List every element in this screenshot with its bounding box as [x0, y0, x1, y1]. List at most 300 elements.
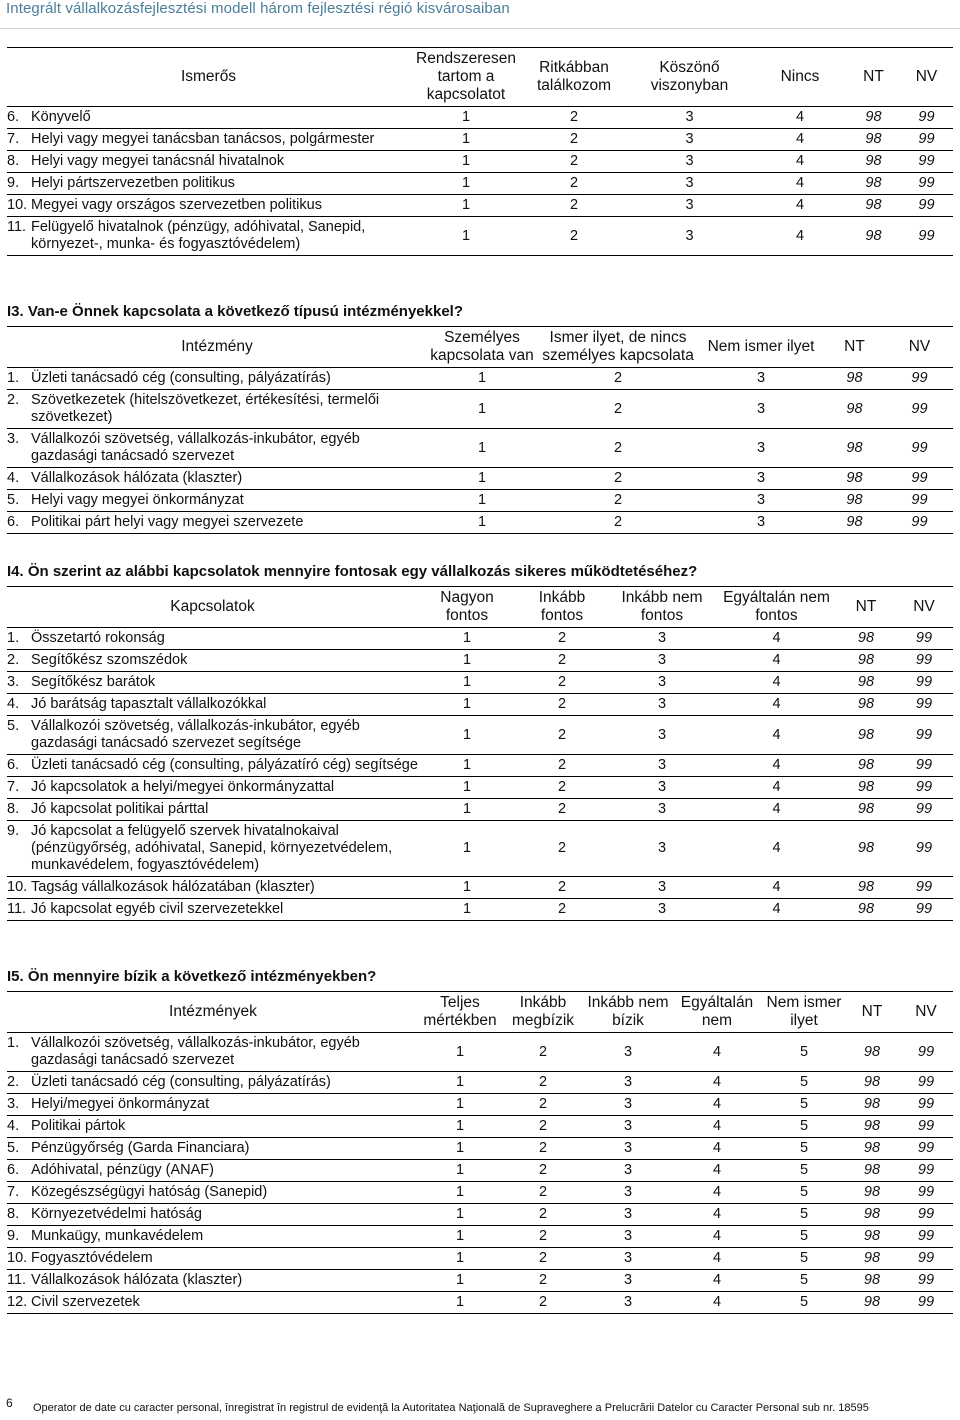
row-label — [7, 429, 427, 468]
table-row — [7, 1292, 953, 1314]
answer-code[interactable]: 4 — [671, 1094, 763, 1116]
row-label-text: Adóhivatal, pénzügy (ANAF) — [31, 1162, 214, 1178]
row-label-text: Helyi vagy megyei tanácsban tanácsos, polgármester — [31, 131, 375, 147]
answer-code[interactable]: 98 — [845, 1033, 899, 1072]
answer-code[interactable]: 1 — [418, 755, 516, 777]
table-row — [7, 468, 953, 490]
answer-code[interactable]: 3 — [585, 1160, 671, 1182]
answer-code[interactable]: 3 — [608, 821, 716, 877]
row-label — [7, 151, 410, 173]
column-header: NV — [895, 587, 953, 628]
answer-code[interactable]: 98 — [837, 821, 895, 877]
answer-code[interactable]: 2 — [516, 650, 608, 672]
answer-code[interactable]: 2 — [516, 694, 608, 716]
answer-code[interactable]: 99 — [895, 799, 953, 821]
answer-code[interactable]: 2 — [522, 173, 626, 195]
answer-code[interactable]: 3 — [626, 173, 753, 195]
answer-code[interactable]: 2 — [516, 799, 608, 821]
answer-code[interactable]: 3 — [585, 1033, 671, 1072]
table-row — [7, 672, 953, 694]
answer-code[interactable]: 4 — [671, 1160, 763, 1182]
answer-code[interactable]: 1 — [419, 1116, 501, 1138]
row-number: 2. — [7, 392, 20, 408]
answer-code[interactable]: 2 — [501, 1160, 585, 1182]
question-title: I3. Van-e Önnek kapcsolata a következő típusú intézményekkel? — [7, 303, 464, 320]
answer-code[interactable]: 2 — [537, 468, 699, 490]
answer-code[interactable]: 3 — [608, 877, 716, 899]
section-i5 — [7, 968, 953, 1314]
answer-code[interactable]: 3 — [626, 151, 753, 173]
answer-code[interactable]: 2 — [501, 1204, 585, 1226]
table-row — [7, 151, 953, 173]
answer-code[interactable]: 3 — [608, 628, 716, 650]
answer-code[interactable]: 1 — [418, 628, 516, 650]
answer-code[interactable]: 3 — [608, 755, 716, 777]
answer-code[interactable]: 98 — [837, 672, 895, 694]
row-number: 4. — [7, 470, 20, 486]
answer-code[interactable]: 99 — [886, 512, 953, 534]
answer-code[interactable]: 1 — [418, 799, 516, 821]
answer-code[interactable]: 3 — [608, 650, 716, 672]
answer-code[interactable]: 2 — [522, 195, 626, 217]
answer-code[interactable]: 99 — [899, 1182, 953, 1204]
answer-code[interactable]: 4 — [716, 799, 837, 821]
answer-code[interactable]: 99 — [886, 429, 953, 468]
answer-code[interactable]: 2 — [522, 217, 626, 256]
row-label-text: Jó kapcsolat egyéb civil szervezetekkel — [31, 901, 284, 917]
row-label — [7, 1204, 419, 1226]
row-number: 11. — [7, 901, 27, 917]
row-number: 11. — [7, 219, 27, 235]
answer-code[interactable]: 1 — [419, 1072, 501, 1094]
answer-code[interactable]: 2 — [516, 716, 608, 755]
answer-code[interactable]: 4 — [753, 173, 847, 195]
answer-code[interactable]: 2 — [501, 1248, 585, 1270]
answer-code[interactable]: 1 — [418, 716, 516, 755]
answer-code[interactable]: 99 — [895, 694, 953, 716]
answer-code[interactable]: 98 — [837, 777, 895, 799]
answer-code[interactable]: 3 — [608, 777, 716, 799]
answer-code[interactable]: 4 — [671, 1248, 763, 1270]
row-label — [7, 468, 427, 490]
answer-code[interactable]: 99 — [895, 877, 953, 899]
row-label-text: Vállalkozói szövetség, vállalkozás-inkubátor, egyéb gazdasági tanácsadó szervezet — [31, 1035, 360, 1068]
answer-code[interactable]: 5 — [763, 1072, 845, 1094]
answer-code[interactable]: 4 — [753, 129, 847, 151]
answer-code[interactable]: 99 — [900, 195, 953, 217]
table-row — [7, 628, 953, 650]
row-number: 8. — [7, 1206, 20, 1222]
column-header: Inkább nem fontos — [608, 587, 716, 628]
answer-code[interactable]: 3 — [699, 512, 823, 534]
answer-code[interactable]: 98 — [845, 1248, 899, 1270]
answer-code[interactable]: 1 — [427, 512, 537, 534]
section-contacts-continued — [7, 47, 953, 256]
answer-code[interactable]: 98 — [845, 1292, 899, 1314]
answer-code[interactable]: 98 — [845, 1072, 899, 1094]
answer-code[interactable]: 1 — [418, 650, 516, 672]
row-label — [7, 217, 410, 256]
table-row — [7, 1226, 953, 1248]
answer-code[interactable]: 4 — [671, 1270, 763, 1292]
answer-code[interactable]: 4 — [716, 650, 837, 672]
answer-code[interactable]: 3 — [585, 1094, 671, 1116]
answer-code[interactable]: 2 — [516, 877, 608, 899]
column-header: NV — [886, 327, 953, 368]
answer-code[interactable]: 98 — [837, 755, 895, 777]
answer-code[interactable]: 3 — [608, 899, 716, 921]
answer-code[interactable]: 3 — [585, 1226, 671, 1248]
answer-code[interactable]: 98 — [837, 628, 895, 650]
answer-code[interactable]: 4 — [716, 672, 837, 694]
answer-code[interactable]: 2 — [501, 1292, 585, 1314]
answer-code[interactable]: 2 — [537, 512, 699, 534]
answer-code[interactable]: 5 — [763, 1033, 845, 1072]
row-number: 10. — [7, 197, 28, 213]
answer-code[interactable]: 3 — [626, 217, 753, 256]
institutions-trust-table — [7, 991, 953, 1314]
answer-code[interactable]: 99 — [886, 390, 953, 429]
answer-code[interactable]: 4 — [671, 1226, 763, 1248]
answer-code[interactable]: 3 — [585, 1248, 671, 1270]
answer-code[interactable]: 1 — [410, 129, 522, 151]
answer-code[interactable]: 1 — [410, 195, 522, 217]
answer-code[interactable]: 2 — [537, 490, 699, 512]
answer-code[interactable]: 99 — [895, 755, 953, 777]
answer-code[interactable]: 1 — [418, 777, 516, 799]
answer-code[interactable]: 1 — [410, 151, 522, 173]
answer-code[interactable]: 98 — [837, 650, 895, 672]
answer-code[interactable]: 98 — [823, 429, 886, 468]
row-label — [7, 899, 418, 921]
row-label-text: Vállalkozói szövetség, vállalkozás-inkubátor, egyéb gazdasági tanácsadó szervezet — [31, 431, 360, 464]
answer-code[interactable]: 3 — [585, 1182, 671, 1204]
answer-code[interactable]: 98 — [847, 195, 900, 217]
answer-code[interactable]: 3 — [626, 195, 753, 217]
answer-code[interactable]: 4 — [671, 1138, 763, 1160]
column-header: NT — [847, 48, 900, 107]
answer-code[interactable]: 99 — [899, 1094, 953, 1116]
answer-code[interactable]: 3 — [585, 1116, 671, 1138]
answer-code[interactable]: 1 — [410, 107, 522, 129]
answer-code[interactable]: 1 — [419, 1182, 501, 1204]
answer-code[interactable]: 4 — [671, 1116, 763, 1138]
answer-code[interactable]: 4 — [716, 877, 837, 899]
table-row — [7, 1116, 953, 1138]
answer-code[interactable]: 1 — [419, 1033, 501, 1072]
answer-code[interactable]: 1 — [410, 217, 522, 256]
row-label-header: Ismerős — [7, 48, 410, 107]
answer-code[interactable]: 1 — [418, 877, 516, 899]
answer-code[interactable]: 3 — [608, 672, 716, 694]
answer-code[interactable]: 1 — [418, 672, 516, 694]
answer-code[interactable]: 98 — [847, 129, 900, 151]
answer-code[interactable]: 99 — [899, 1248, 953, 1270]
answer-code[interactable]: 1 — [419, 1270, 501, 1292]
answer-code[interactable]: 98 — [837, 877, 895, 899]
answer-code[interactable]: 3 — [585, 1072, 671, 1094]
answer-code[interactable]: 2 — [516, 899, 608, 921]
answer-code[interactable]: 4 — [716, 899, 837, 921]
answer-code[interactable]: 98 — [845, 1204, 899, 1226]
answer-code[interactable]: 1 — [419, 1094, 501, 1116]
answer-code[interactable]: 4 — [716, 694, 837, 716]
answer-code[interactable]: 4 — [716, 716, 837, 755]
answer-code[interactable]: 98 — [845, 1182, 899, 1204]
row-label-text: Fogyasztóvédelem — [31, 1250, 153, 1266]
table-row — [7, 1204, 953, 1226]
answer-code[interactable]: 5 — [763, 1204, 845, 1226]
row-label — [7, 1182, 419, 1204]
answer-code[interactable]: 3 — [699, 490, 823, 512]
answer-code[interactable]: 99 — [895, 650, 953, 672]
answer-code[interactable]: 1 — [427, 468, 537, 490]
answer-code[interactable]: 99 — [895, 899, 953, 921]
answer-code[interactable]: 1 — [418, 821, 516, 877]
row-number: 10. — [7, 1250, 28, 1266]
table-header-row — [7, 992, 953, 1033]
answer-code[interactable]: 99 — [895, 777, 953, 799]
row-label — [7, 672, 418, 694]
answer-code[interactable]: 1 — [419, 1204, 501, 1226]
answer-code[interactable]: 2 — [501, 1033, 585, 1072]
table-row — [7, 390, 953, 429]
row-number: 3. — [7, 1096, 20, 1112]
answer-code[interactable]: 4 — [671, 1182, 763, 1204]
answer-code[interactable]: 4 — [753, 107, 847, 129]
answer-code[interactable]: 2 — [522, 129, 626, 151]
answer-code[interactable]: 1 — [427, 429, 537, 468]
answer-code[interactable]: 3 — [699, 429, 823, 468]
page-number: 6 — [6, 1396, 13, 1410]
row-number: 1. — [7, 1035, 20, 1051]
answer-code[interactable]: 98 — [845, 1138, 899, 1160]
answer-code[interactable]: 4 — [716, 628, 837, 650]
answer-code[interactable]: 2 — [537, 429, 699, 468]
row-label — [7, 694, 418, 716]
answer-code[interactable]: 2 — [537, 390, 699, 429]
row-number: 5. — [7, 718, 20, 734]
answer-code[interactable]: 99 — [900, 107, 953, 129]
answer-code[interactable]: 1 — [427, 368, 537, 390]
answer-code[interactable]: 5 — [763, 1270, 845, 1292]
row-number: 2. — [7, 652, 20, 668]
answer-code[interactable]: 99 — [895, 821, 953, 877]
column-header: Egyáltalán nem fontos — [716, 587, 837, 628]
row-label-text: Jó kapcsolat politikai párttal — [31, 801, 209, 817]
row-number: 6. — [7, 514, 20, 530]
row-label-text: Megyei vagy országos szervezetben politikus — [31, 197, 322, 213]
answer-code[interactable]: 3 — [585, 1138, 671, 1160]
answer-code[interactable]: 3 — [585, 1204, 671, 1226]
answer-code[interactable]: 98 — [845, 1094, 899, 1116]
answer-code[interactable]: 98 — [845, 1270, 899, 1292]
answer-code[interactable]: 3 — [608, 694, 716, 716]
row-label-text: Politikai párt helyi vagy megyei szervezete — [31, 514, 304, 530]
answer-code[interactable]: 2 — [516, 821, 608, 877]
answer-code[interactable]: 99 — [899, 1270, 953, 1292]
answer-code[interactable]: 98 — [823, 390, 886, 429]
answer-code[interactable]: 2 — [501, 1116, 585, 1138]
answer-code[interactable]: 2 — [516, 777, 608, 799]
contacts-table — [7, 47, 953, 256]
answer-code[interactable]: 5 — [763, 1182, 845, 1204]
table-row — [7, 195, 953, 217]
answer-code[interactable]: 2 — [501, 1226, 585, 1248]
table-header-row — [7, 587, 953, 628]
answer-code[interactable]: 98 — [823, 512, 886, 534]
question-title: I4. Ön szerint az alábbi kapcsolatok mennyire fontosak egy vállalkozás sikeres működtetéséhez? — [7, 563, 698, 580]
answer-code[interactable]: 3 — [626, 129, 753, 151]
answer-code[interactable]: 98 — [823, 468, 886, 490]
table-row — [7, 173, 953, 195]
answer-code[interactable]: 2 — [501, 1182, 585, 1204]
answer-code[interactable]: 4 — [671, 1033, 763, 1072]
answer-code[interactable]: 98 — [847, 107, 900, 129]
row-label — [7, 628, 418, 650]
answer-code[interactable]: 5 — [763, 1226, 845, 1248]
row-number: 11. — [7, 1272, 27, 1288]
answer-code[interactable]: 99 — [895, 716, 953, 755]
answer-code[interactable]: 2 — [522, 107, 626, 129]
answer-code[interactable]: 99 — [899, 1226, 953, 1248]
answer-code[interactable]: 1 — [418, 899, 516, 921]
column-header: NT — [837, 587, 895, 628]
answer-code[interactable]: 1 — [419, 1248, 501, 1270]
answer-code[interactable]: 3 — [699, 468, 823, 490]
answer-code[interactable]: 2 — [516, 672, 608, 694]
answer-code[interactable]: 5 — [763, 1160, 845, 1182]
answer-code[interactable]: 2 — [537, 368, 699, 390]
answer-code[interactable]: 99 — [899, 1116, 953, 1138]
answer-code[interactable]: 4 — [753, 217, 847, 256]
running-header-title: Integrált vállalkozásfejlesztési modell három fejlesztési régió kisvárosaiban — [6, 0, 510, 17]
column-header: NV — [900, 48, 953, 107]
answer-code[interactable]: 99 — [886, 468, 953, 490]
answer-code[interactable]: 1 — [418, 694, 516, 716]
row-number: 12. — [7, 1294, 28, 1310]
row-label-text: Üzleti tanácsadó cég (consulting, pályázatírás) — [31, 1074, 331, 1090]
answer-code[interactable]: 1 — [419, 1226, 501, 1248]
answer-code[interactable]: 3 — [699, 390, 823, 429]
answer-code[interactable]: 5 — [763, 1138, 845, 1160]
footer-note: Operator de date cu caracter personal, înregistrat în registrul de evidenţă la Autoritatea Naţională de Supraveghere a Prelucrării Datelor cu Caracter Personal sub nr. 18595 — [33, 1402, 869, 1414]
row-number: 5. — [7, 1140, 20, 1156]
answer-code[interactable]: 2 — [501, 1072, 585, 1094]
answer-code[interactable]: 5 — [763, 1116, 845, 1138]
answer-code[interactable]: 3 — [585, 1270, 671, 1292]
table-row — [7, 821, 953, 877]
answer-code[interactable]: 98 — [845, 1160, 899, 1182]
answer-code[interactable]: 98 — [837, 899, 895, 921]
answer-code[interactable]: 98 — [823, 368, 886, 390]
answer-code[interactable]: 5 — [763, 1248, 845, 1270]
answer-code[interactable]: 98 — [847, 217, 900, 256]
answer-code[interactable]: 4 — [671, 1204, 763, 1226]
row-number: 4. — [7, 1118, 20, 1134]
answer-code[interactable]: 4 — [671, 1072, 763, 1094]
answer-code[interactable]: 2 — [501, 1138, 585, 1160]
table-row — [7, 877, 953, 899]
answer-code[interactable]: 1 — [419, 1138, 501, 1160]
answer-code[interactable]: 2 — [501, 1094, 585, 1116]
table-row — [7, 1138, 953, 1160]
answer-code[interactable]: 5 — [763, 1292, 845, 1314]
answer-code[interactable]: 4 — [753, 151, 847, 173]
row-label — [7, 390, 427, 429]
relationships-importance-table — [7, 586, 953, 921]
answer-code[interactable]: 2 — [516, 755, 608, 777]
answer-code[interactable]: 4 — [716, 821, 837, 877]
answer-code[interactable]: 98 — [847, 173, 900, 195]
answer-code[interactable]: 1 — [427, 390, 537, 429]
answer-code[interactable]: 99 — [900, 151, 953, 173]
answer-code[interactable]: 1 — [427, 490, 537, 512]
answer-code[interactable]: 1 — [410, 173, 522, 195]
row-label — [7, 1138, 419, 1160]
answer-code[interactable]: 4 — [671, 1292, 763, 1314]
answer-code[interactable]: 3 — [608, 799, 716, 821]
answer-code[interactable]: 5 — [763, 1094, 845, 1116]
row-label — [7, 1160, 419, 1182]
answer-code[interactable]: 98 — [837, 694, 895, 716]
answer-code[interactable]: 2 — [516, 628, 608, 650]
answer-code[interactable]: 98 — [837, 716, 895, 755]
row-label — [7, 1094, 419, 1116]
table-row — [7, 899, 953, 921]
answer-code[interactable]: 3 — [699, 368, 823, 390]
answer-code[interactable]: 4 — [716, 755, 837, 777]
answer-code[interactable]: 98 — [847, 151, 900, 173]
row-label-text: Pénzügyőrség (Garda Financiara) — [31, 1140, 250, 1156]
answer-code[interactable]: 2 — [522, 151, 626, 173]
header-rule — [0, 28, 960, 29]
answer-code[interactable]: 3 — [608, 716, 716, 755]
answer-code[interactable]: 99 — [895, 628, 953, 650]
answer-code[interactable]: 98 — [845, 1226, 899, 1248]
answer-code[interactable]: 99 — [900, 217, 953, 256]
column-header: Köszönő viszonyban — [626, 48, 753, 107]
answer-code[interactable]: 98 — [845, 1116, 899, 1138]
answer-code[interactable]: 2 — [501, 1270, 585, 1292]
answer-code[interactable]: 99 — [899, 1292, 953, 1314]
answer-code[interactable]: 98 — [837, 799, 895, 821]
answer-code[interactable]: 3 — [585, 1292, 671, 1314]
answer-code[interactable]: 99 — [895, 672, 953, 694]
table-row — [7, 1182, 953, 1204]
answer-code[interactable]: 99 — [899, 1033, 953, 1072]
table-row — [7, 1248, 953, 1270]
answer-code[interactable]: 99 — [899, 1072, 953, 1094]
answer-code[interactable]: 1 — [419, 1292, 501, 1314]
answer-code[interactable]: 4 — [716, 777, 837, 799]
answer-code[interactable]: 99 — [886, 368, 953, 390]
row-label-text: Szövetkezetek (hitelszövetkezet, értékesítési, termelői szövetkezet) — [31, 392, 380, 425]
answer-code[interactable]: 99 — [899, 1138, 953, 1160]
answer-code[interactable]: 99 — [899, 1160, 953, 1182]
answer-code[interactable]: 99 — [886, 490, 953, 512]
answer-code[interactable]: 4 — [753, 195, 847, 217]
answer-code[interactable]: 1 — [419, 1160, 501, 1182]
answer-code[interactable]: 99 — [899, 1204, 953, 1226]
section-i4 — [7, 563, 953, 921]
table-row — [7, 1033, 953, 1072]
answer-code[interactable]: 99 — [900, 129, 953, 151]
row-label — [7, 777, 418, 799]
answer-code[interactable]: 3 — [626, 107, 753, 129]
answer-code[interactable]: 99 — [900, 173, 953, 195]
answer-code[interactable]: 98 — [823, 490, 886, 512]
